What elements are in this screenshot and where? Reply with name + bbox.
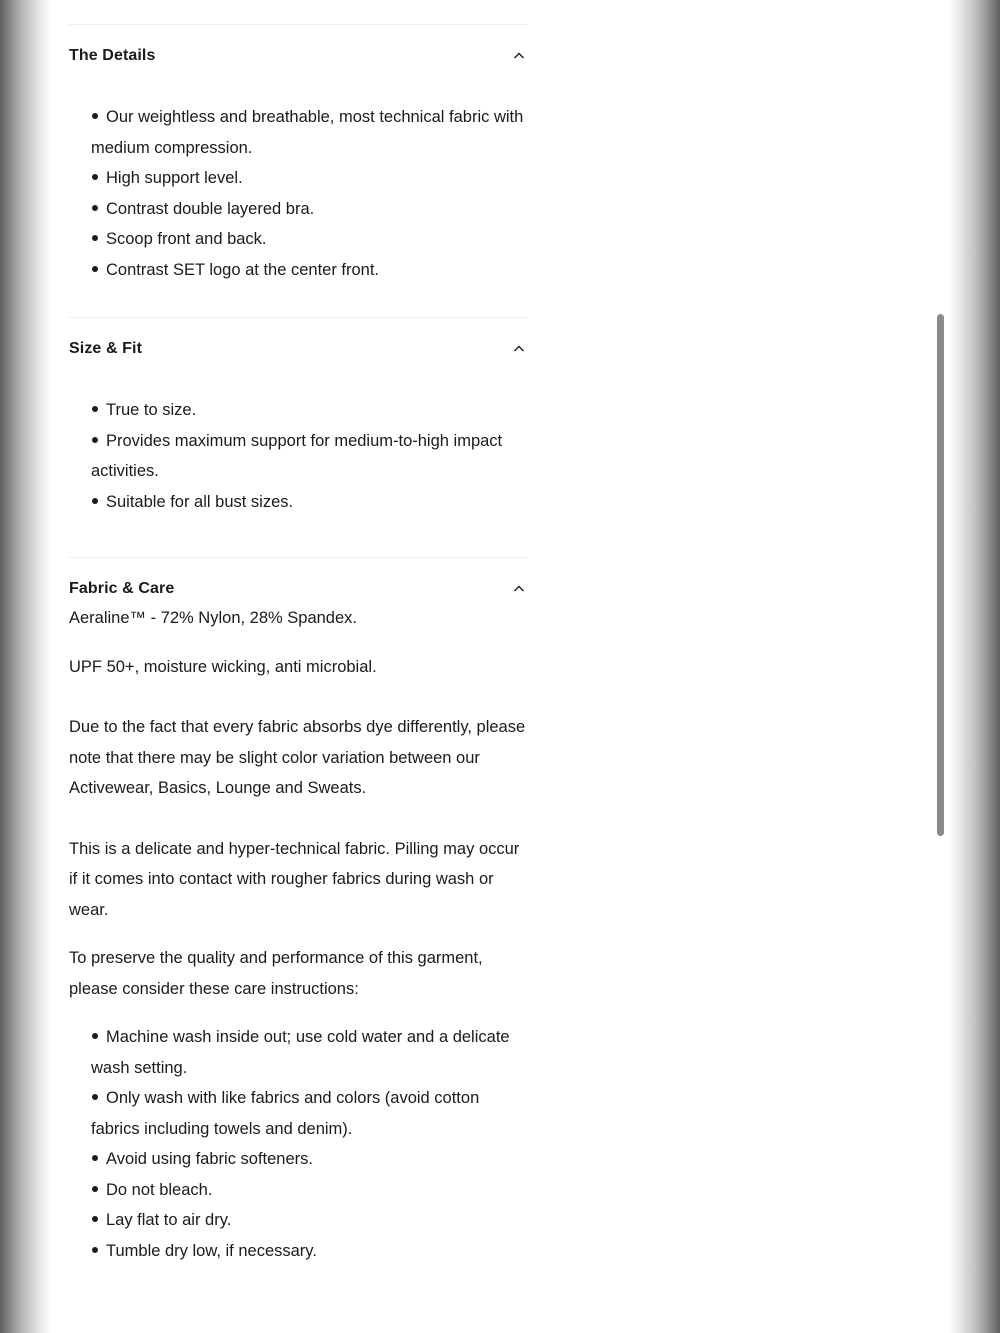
care-instructions-list (69, 1022, 528, 1266)
size-fit-header[interactable] (69, 318, 528, 379)
list-item: Only wash with like fabrics and colors (avoid cotton fabrics including towels and denim). (91, 1089, 480, 1138)
list-item: Machine wash inside out; use cold water and a delicate wash setting. (91, 1028, 510, 1077)
accordion (69, 24, 528, 1266)
fabric-composition: Aeraline™ - 72% Nylon, 28% Spandex. (69, 609, 357, 627)
bullet-dot (92, 1094, 98, 1100)
details-body (69, 86, 528, 317)
details-title: The Details (69, 46, 156, 64)
bullet-dot (92, 1186, 98, 1192)
list-item: Scoop front and back. (91, 224, 528, 255)
list-item: True to size. (91, 395, 528, 426)
list-item: Contrast SET logo at the center front. (91, 255, 528, 286)
bullet-dot (92, 113, 98, 119)
bullet-dot (92, 498, 98, 504)
details-section (69, 24, 528, 317)
size-fit-list (69, 395, 528, 517)
details-list (69, 102, 528, 285)
details-header[interactable] (69, 25, 528, 86)
bullet-dot (92, 1216, 98, 1222)
list-item: Avoid using fabric softeners. (91, 1144, 528, 1175)
fabric-features: UPF 50+, moisture wicking, anti microbial. (69, 657, 377, 676)
bullet-dot (92, 235, 98, 241)
bullet-dot (92, 437, 98, 443)
list-item: Provides maximum support for medium-to-high impact activities. (91, 431, 503, 480)
list-item: Lay flat to air dry. (91, 1205, 528, 1236)
list-item: Tumble dry low, if necessary. (91, 1236, 528, 1267)
dye-note: Due to the fact that every fabric absorbs dye differently, please note that there may be slight color variation between our Activewear, Basics, Lounge and Sweats. (69, 718, 526, 797)
fabric-care-title: Fabric & Care (69, 579, 175, 597)
fabric-care-body (69, 603, 528, 1266)
size-fit-section (69, 317, 528, 557)
list-item: Contrast double layered bra. (91, 194, 528, 225)
bullet-dot (92, 1247, 98, 1253)
bullet-dot (92, 205, 98, 211)
bullet-dot (92, 266, 98, 272)
chevron-up-icon[interactable] (512, 49, 526, 63)
size-fit-title: Size & Fit (69, 339, 143, 357)
chevron-up-icon[interactable] (512, 582, 526, 596)
bullet-dot (92, 406, 98, 412)
product-info-panel (51, 0, 950, 1333)
bullet-dot (92, 174, 98, 180)
bullet-dot (92, 1155, 98, 1161)
list-item: Do not bleach. (91, 1175, 528, 1206)
list-item: Our weightless and breathable, most technical fabric with medium compression. (91, 108, 524, 157)
pilling-note: This is a delicate and hyper-technical fabric. Pilling may occur if it comes into contact with rougher fabrics during wash or wear. (69, 839, 520, 919)
chevron-up-icon[interactable] (512, 342, 526, 356)
care-intro: To preserve the quality and performance of this garment, please consider these care instructions: (69, 949, 483, 998)
scrollbar-thumb[interactable] (937, 314, 944, 836)
fabric-care-section (69, 557, 528, 1266)
size-fit-body (69, 379, 528, 557)
list-item: Suitable for all bust sizes. (91, 487, 528, 518)
bullet-dot (92, 1033, 98, 1039)
list-item: High support level. (91, 163, 528, 194)
